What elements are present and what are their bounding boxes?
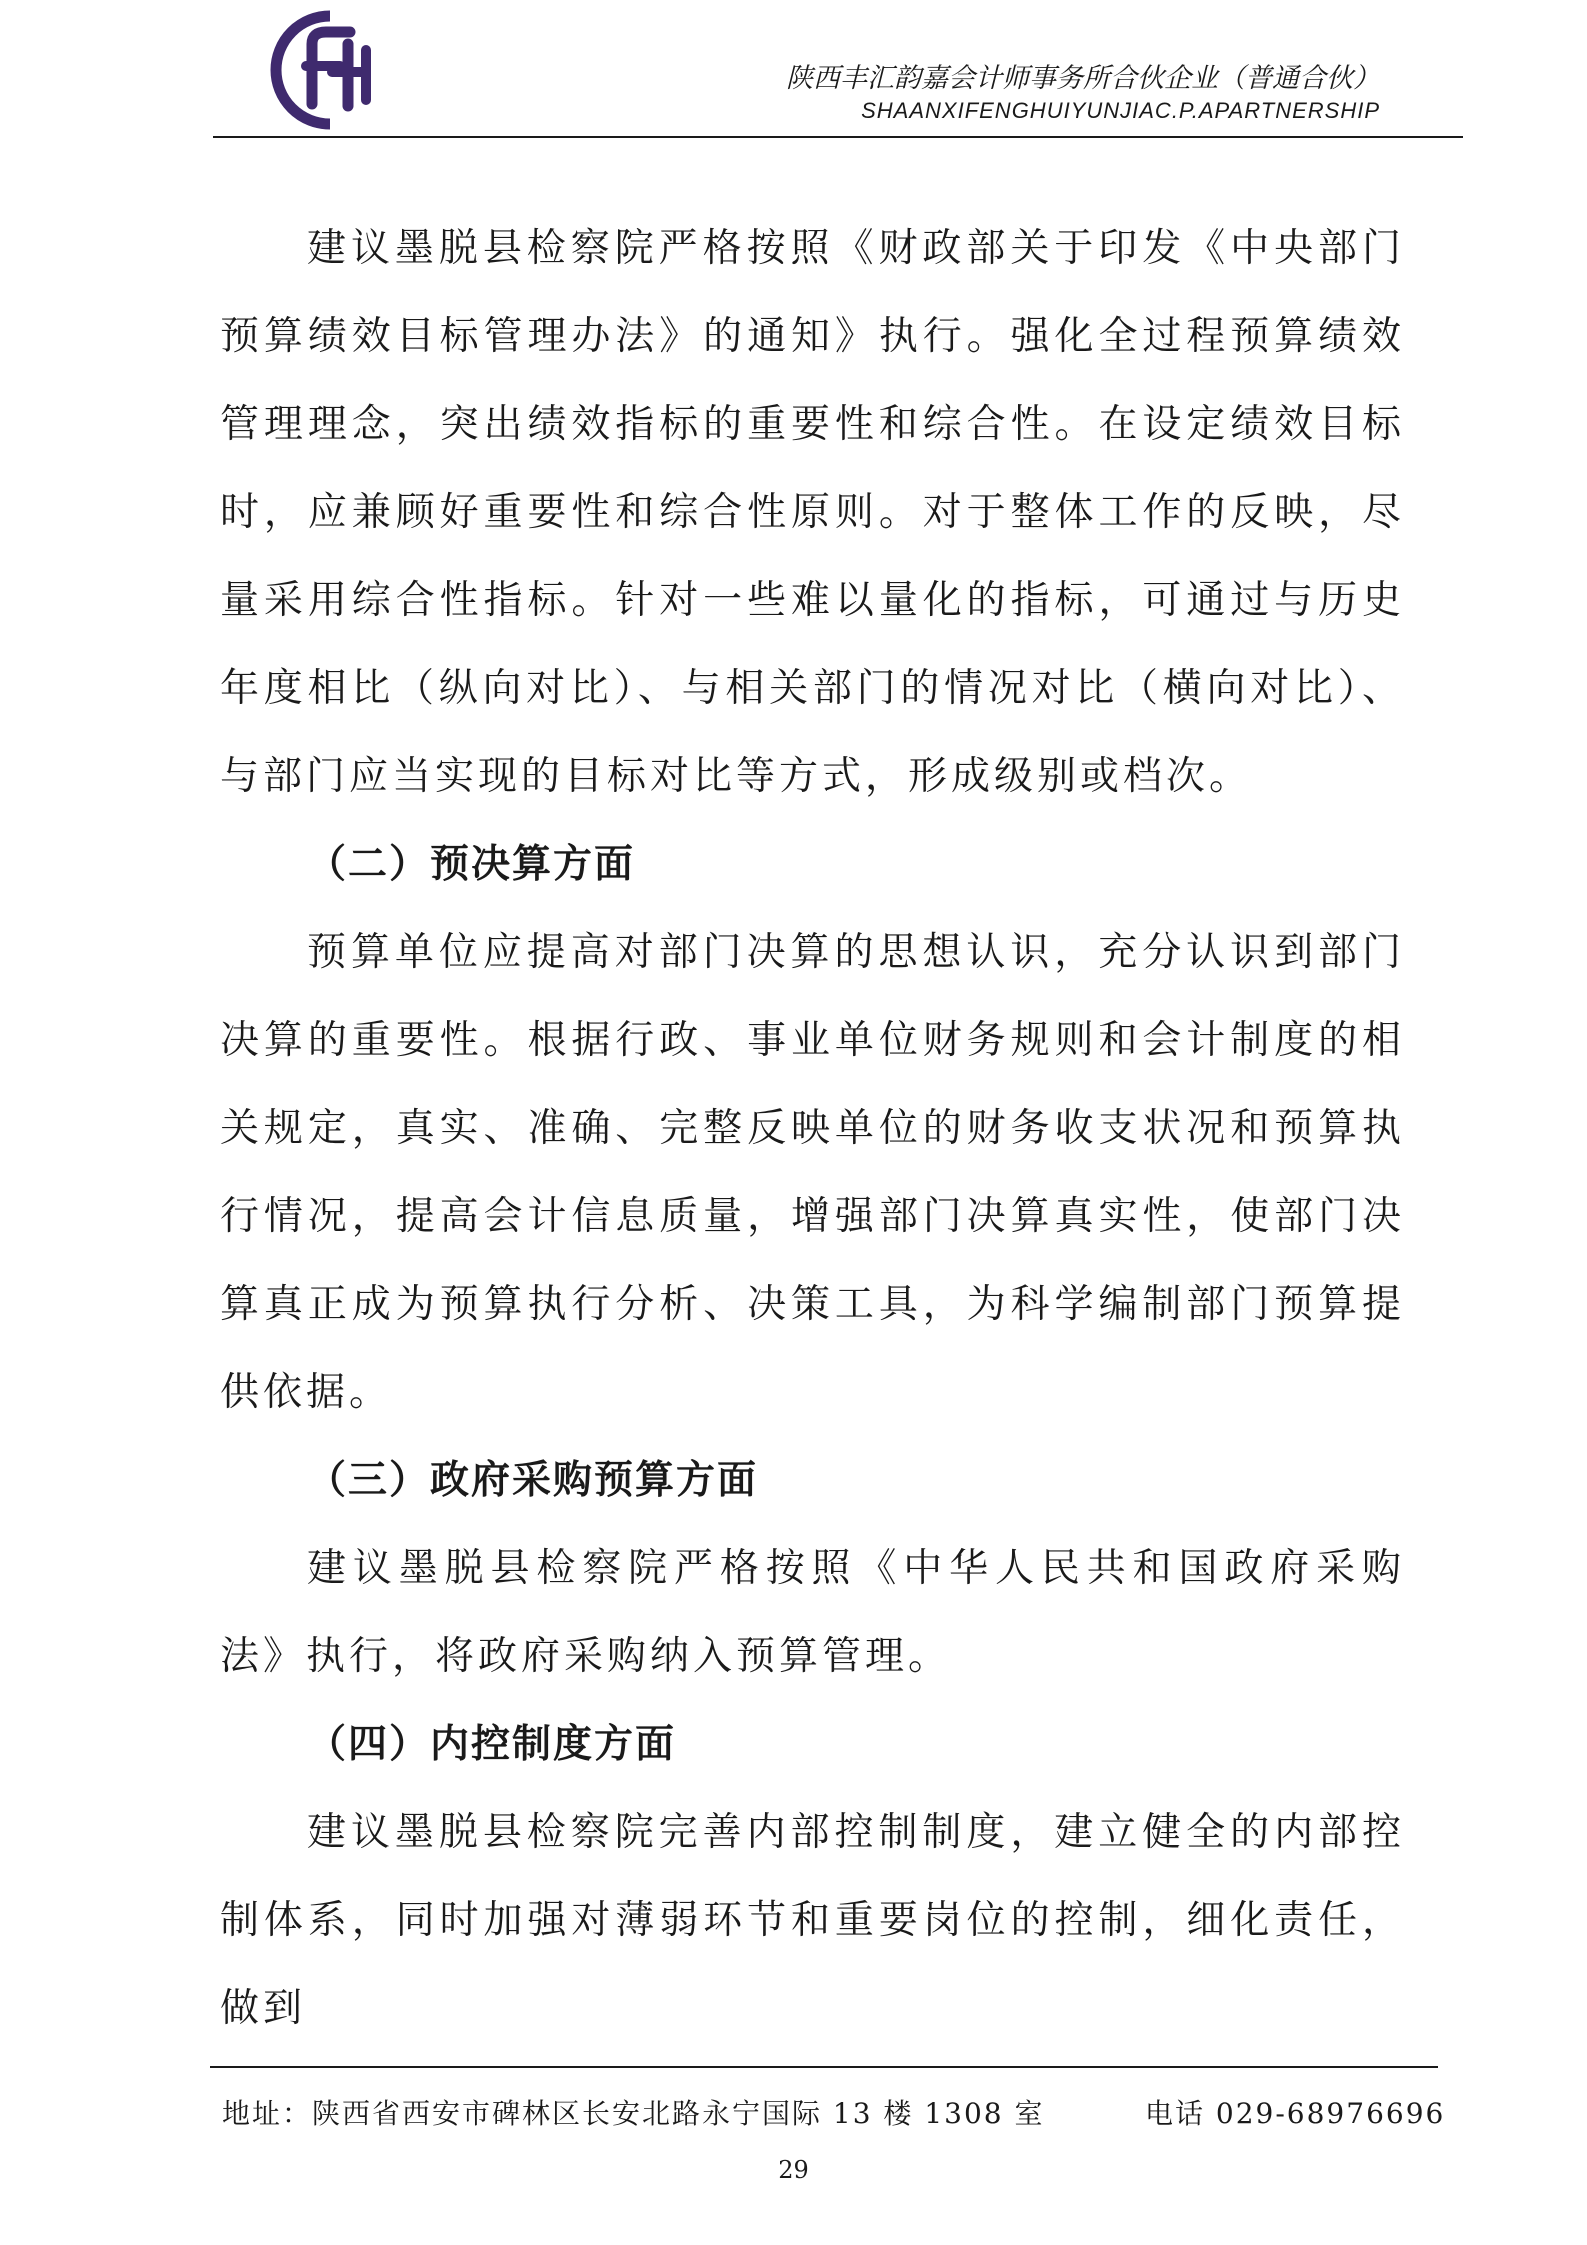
firm-name-cn: 陕西丰汇韵嘉会计师事务所合伙企业（普通合伙） — [786, 63, 1380, 94]
footer-address: 地址：陕西省西安市碑林区长安北路永宁国际 13 楼 1308 室 — [222, 2097, 1045, 2130]
page-number: 29 — [778, 2156, 809, 2184]
firm-logo-icon — [270, 10, 390, 130]
paragraph-internal-control: 建议墨脱县检察院完善内部控制制度，建立健全的内部控制体系，同时加强对薄弱环节和重要岗位的控制，细化责任，做到 — [220, 1810, 1405, 2031]
paragraph-government-procurement: 建议墨脱县检察院严格按照《中华人民共和国政府采购法》执行，将政府采购纳入预算管理。 — [220, 1546, 1405, 1679]
paragraph-budget-final-accounts: 预算单位应提高对部门决算的思想认识，充分认识到部门决算的重要性。根据行政、事业单位财务规则和会计制度的相关规定，真实、准确、完整反映单位的财务收支状况和预算执行情况，提高会计信息质量，增强部门决算真实性，使部门决算真正成为预算执行分析、决策工具，为科学编制部门预算提供依据。 — [220, 930, 1405, 1415]
footer-divider — [210, 2066, 1438, 2068]
document-body — [220, 205, 1405, 2053]
section-heading-internal-control: （四）内控制度方面 — [307, 1722, 677, 1767]
firm-name-en: SHAANXIFENGHUIYUNJIAC.P.APARTNERSHIP — [861, 98, 1380, 123]
section-heading-government-procurement: （三）政府采购预算方面 — [307, 1458, 759, 1503]
footer-phone: 电话 029-68976696 — [1145, 2097, 1446, 2130]
section-heading-budget-final-accounts: （二）预决算方面 — [307, 842, 636, 887]
paragraph-performance-targets: 建议墨脱县检察院严格按照《财政部关于印发《中央部门预算绩效目标管理办法》的通知》执行。强化全过程预算绩效管理理念，突出绩效指标的重要性和综合性。在设定绩效目标时，应兼顾好重要性和综合性原则。对于整体工作的反映，尽量采用综合性指标。针对一些难以量化的指标，可通过与历史年度相比（纵向对比）、与相关部门的情况对比（横向对比）、与部门应当实现的目标对比等方式，形成级别或档次。 — [220, 226, 1405, 799]
header-divider — [213, 136, 1463, 138]
